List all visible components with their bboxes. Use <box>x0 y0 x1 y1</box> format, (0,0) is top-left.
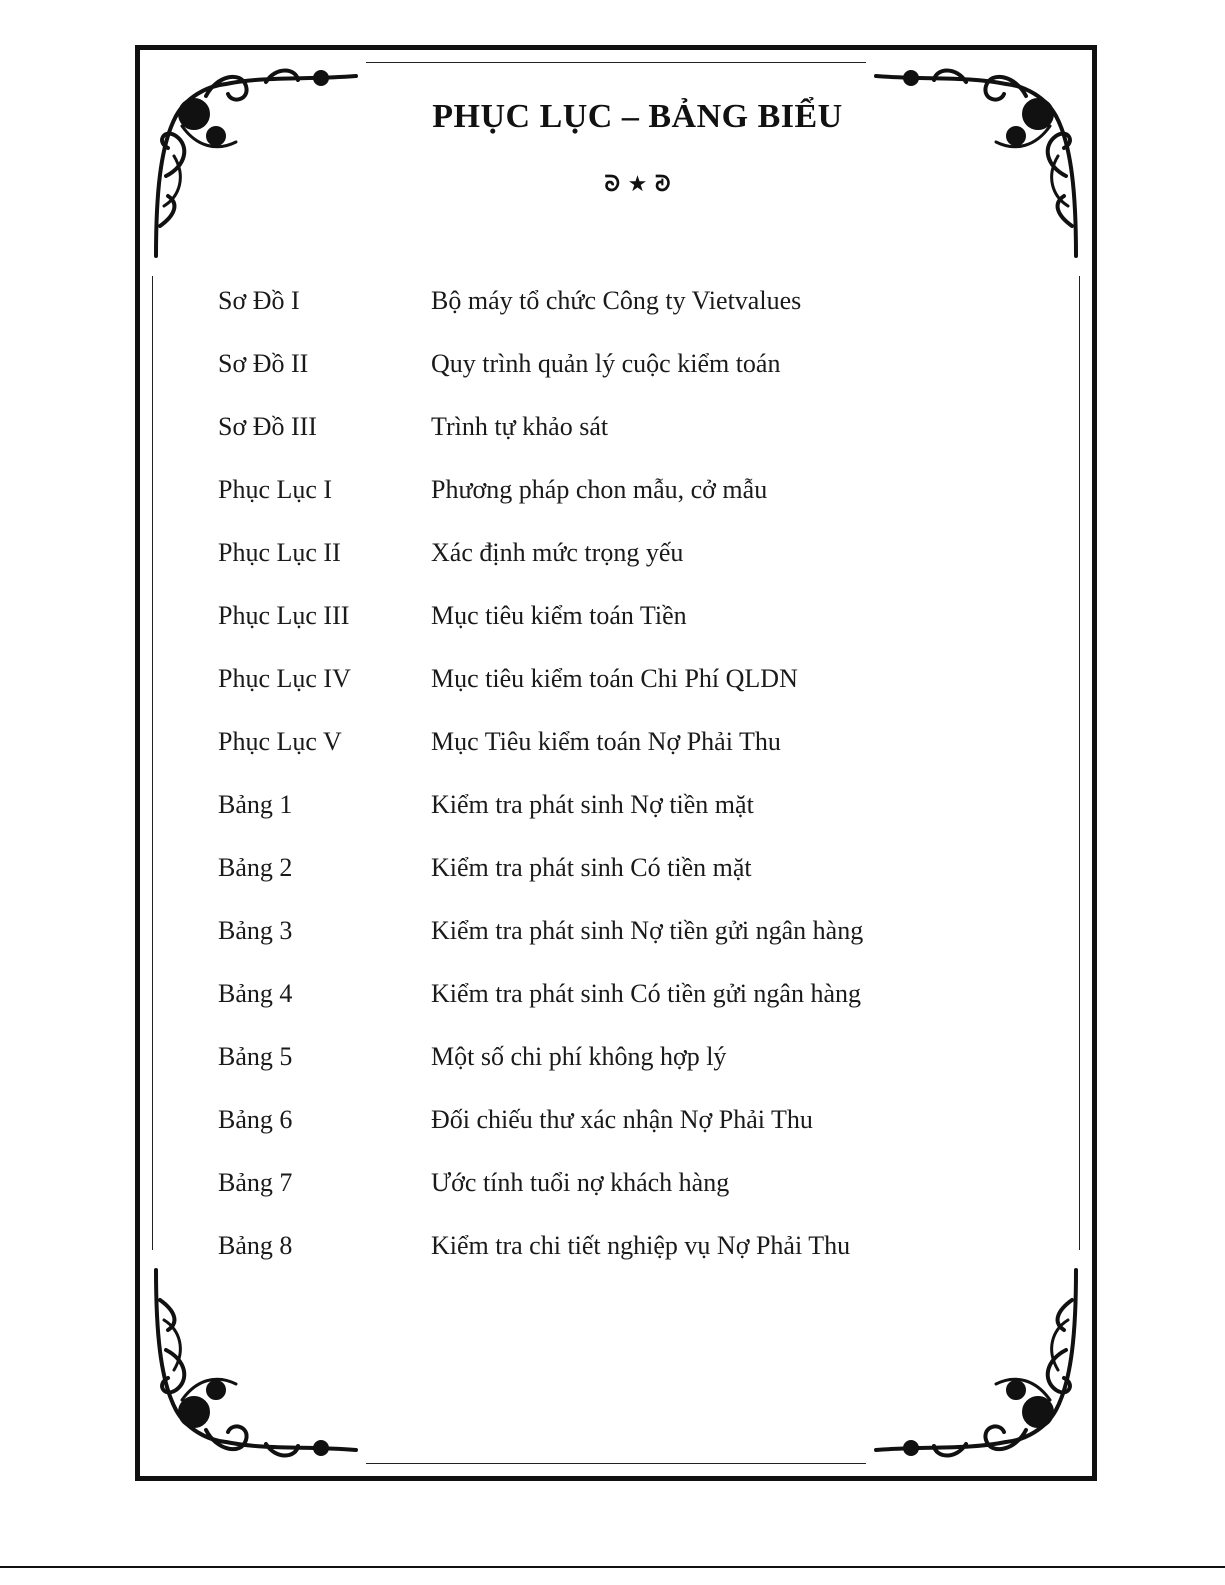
entry-title: Phương pháp chon mẫu, cở mẫu <box>431 475 768 504</box>
entry-key: Sơ Đồ III <box>218 412 317 441</box>
entry-title: Mục Tiêu kiểm toán Nợ Phải Thu <box>431 727 781 756</box>
list-item <box>218 349 978 412</box>
entry-key: Sơ Đồ I <box>218 286 300 315</box>
entry-title: Kiểm tra phát sinh Nợ tiền mặt <box>431 790 754 819</box>
entry-key: Phục Lục V <box>218 727 342 756</box>
list-item <box>218 1231 978 1294</box>
entry-key: Bảng 5 <box>218 1042 293 1071</box>
entry-title: Xác định mức trọng yếu <box>431 538 684 567</box>
entry-key: Phục Lục III <box>218 601 350 630</box>
list-item <box>218 727 978 790</box>
list-item <box>218 601 978 664</box>
entry-key: Bảng 7 <box>218 1168 293 1197</box>
list-item <box>218 916 978 979</box>
entry-key: Bảng 4 <box>218 979 293 1008</box>
entry-title: Một số chi phí không hợp lý <box>431 1042 727 1071</box>
star-divider-icon: ᘐ ★ ᘑ <box>604 172 671 197</box>
entry-key: Bảng 3 <box>218 916 293 945</box>
list-item <box>218 790 978 853</box>
appendix-list <box>218 286 978 1294</box>
entry-key: Sơ Đồ II <box>218 349 309 378</box>
floral-corner-top-left-icon <box>146 56 366 276</box>
entry-title: Mục tiêu kiểm toán Tiền <box>431 601 687 630</box>
page-bottom-rule <box>0 1566 1225 1568</box>
list-item <box>218 538 978 601</box>
entry-key: Bảng 2 <box>218 853 293 882</box>
list-item <box>218 979 978 1042</box>
floral-corner-top-right-icon <box>866 56 1086 276</box>
entry-title: Kiểm tra phát sinh Nợ tiền gửi ngân hàng <box>431 916 864 945</box>
list-item <box>218 286 978 349</box>
entry-key: Bảng 1 <box>218 790 293 819</box>
entry-title: Bộ máy tổ chức Công ty Vietvalues <box>431 286 802 315</box>
list-item <box>218 475 978 538</box>
entry-title: Kiểm tra chi tiết nghiệp vụ Nợ Phải Thu <box>431 1231 851 1260</box>
entry-title: Mục tiêu kiểm toán Chi Phí QLDN <box>431 664 798 693</box>
entry-key: Bảng 6 <box>218 1105 293 1134</box>
entry-title: Ước tính tuổi nợ khách hàng <box>431 1168 730 1197</box>
entry-title: Quy trình quản lý cuộc kiểm toán <box>431 349 781 378</box>
list-item <box>218 412 978 475</box>
page-title: PHỤC LỤC – BẢNG BIỂU <box>432 98 843 135</box>
entry-key: Bảng 8 <box>218 1231 293 1260</box>
entry-title: Kiểm tra phát sinh Có tiền mặt <box>431 853 752 882</box>
list-item <box>218 1105 978 1168</box>
list-item <box>218 1042 978 1105</box>
entry-title: Đối chiếu thư xác nhận Nợ Phải Thu <box>431 1105 813 1134</box>
entry-key: Phục Lục IV <box>218 664 351 693</box>
entry-key: Phục Lục II <box>218 538 341 567</box>
entry-title: Kiểm tra phát sinh Có tiền gửi ngân hàng <box>431 979 862 1008</box>
list-item <box>218 853 978 916</box>
list-item <box>218 664 978 727</box>
entry-key: Phục Lục I <box>218 475 333 504</box>
list-item <box>218 1168 978 1231</box>
entry-title: Trình tự khảo sát <box>431 412 609 441</box>
